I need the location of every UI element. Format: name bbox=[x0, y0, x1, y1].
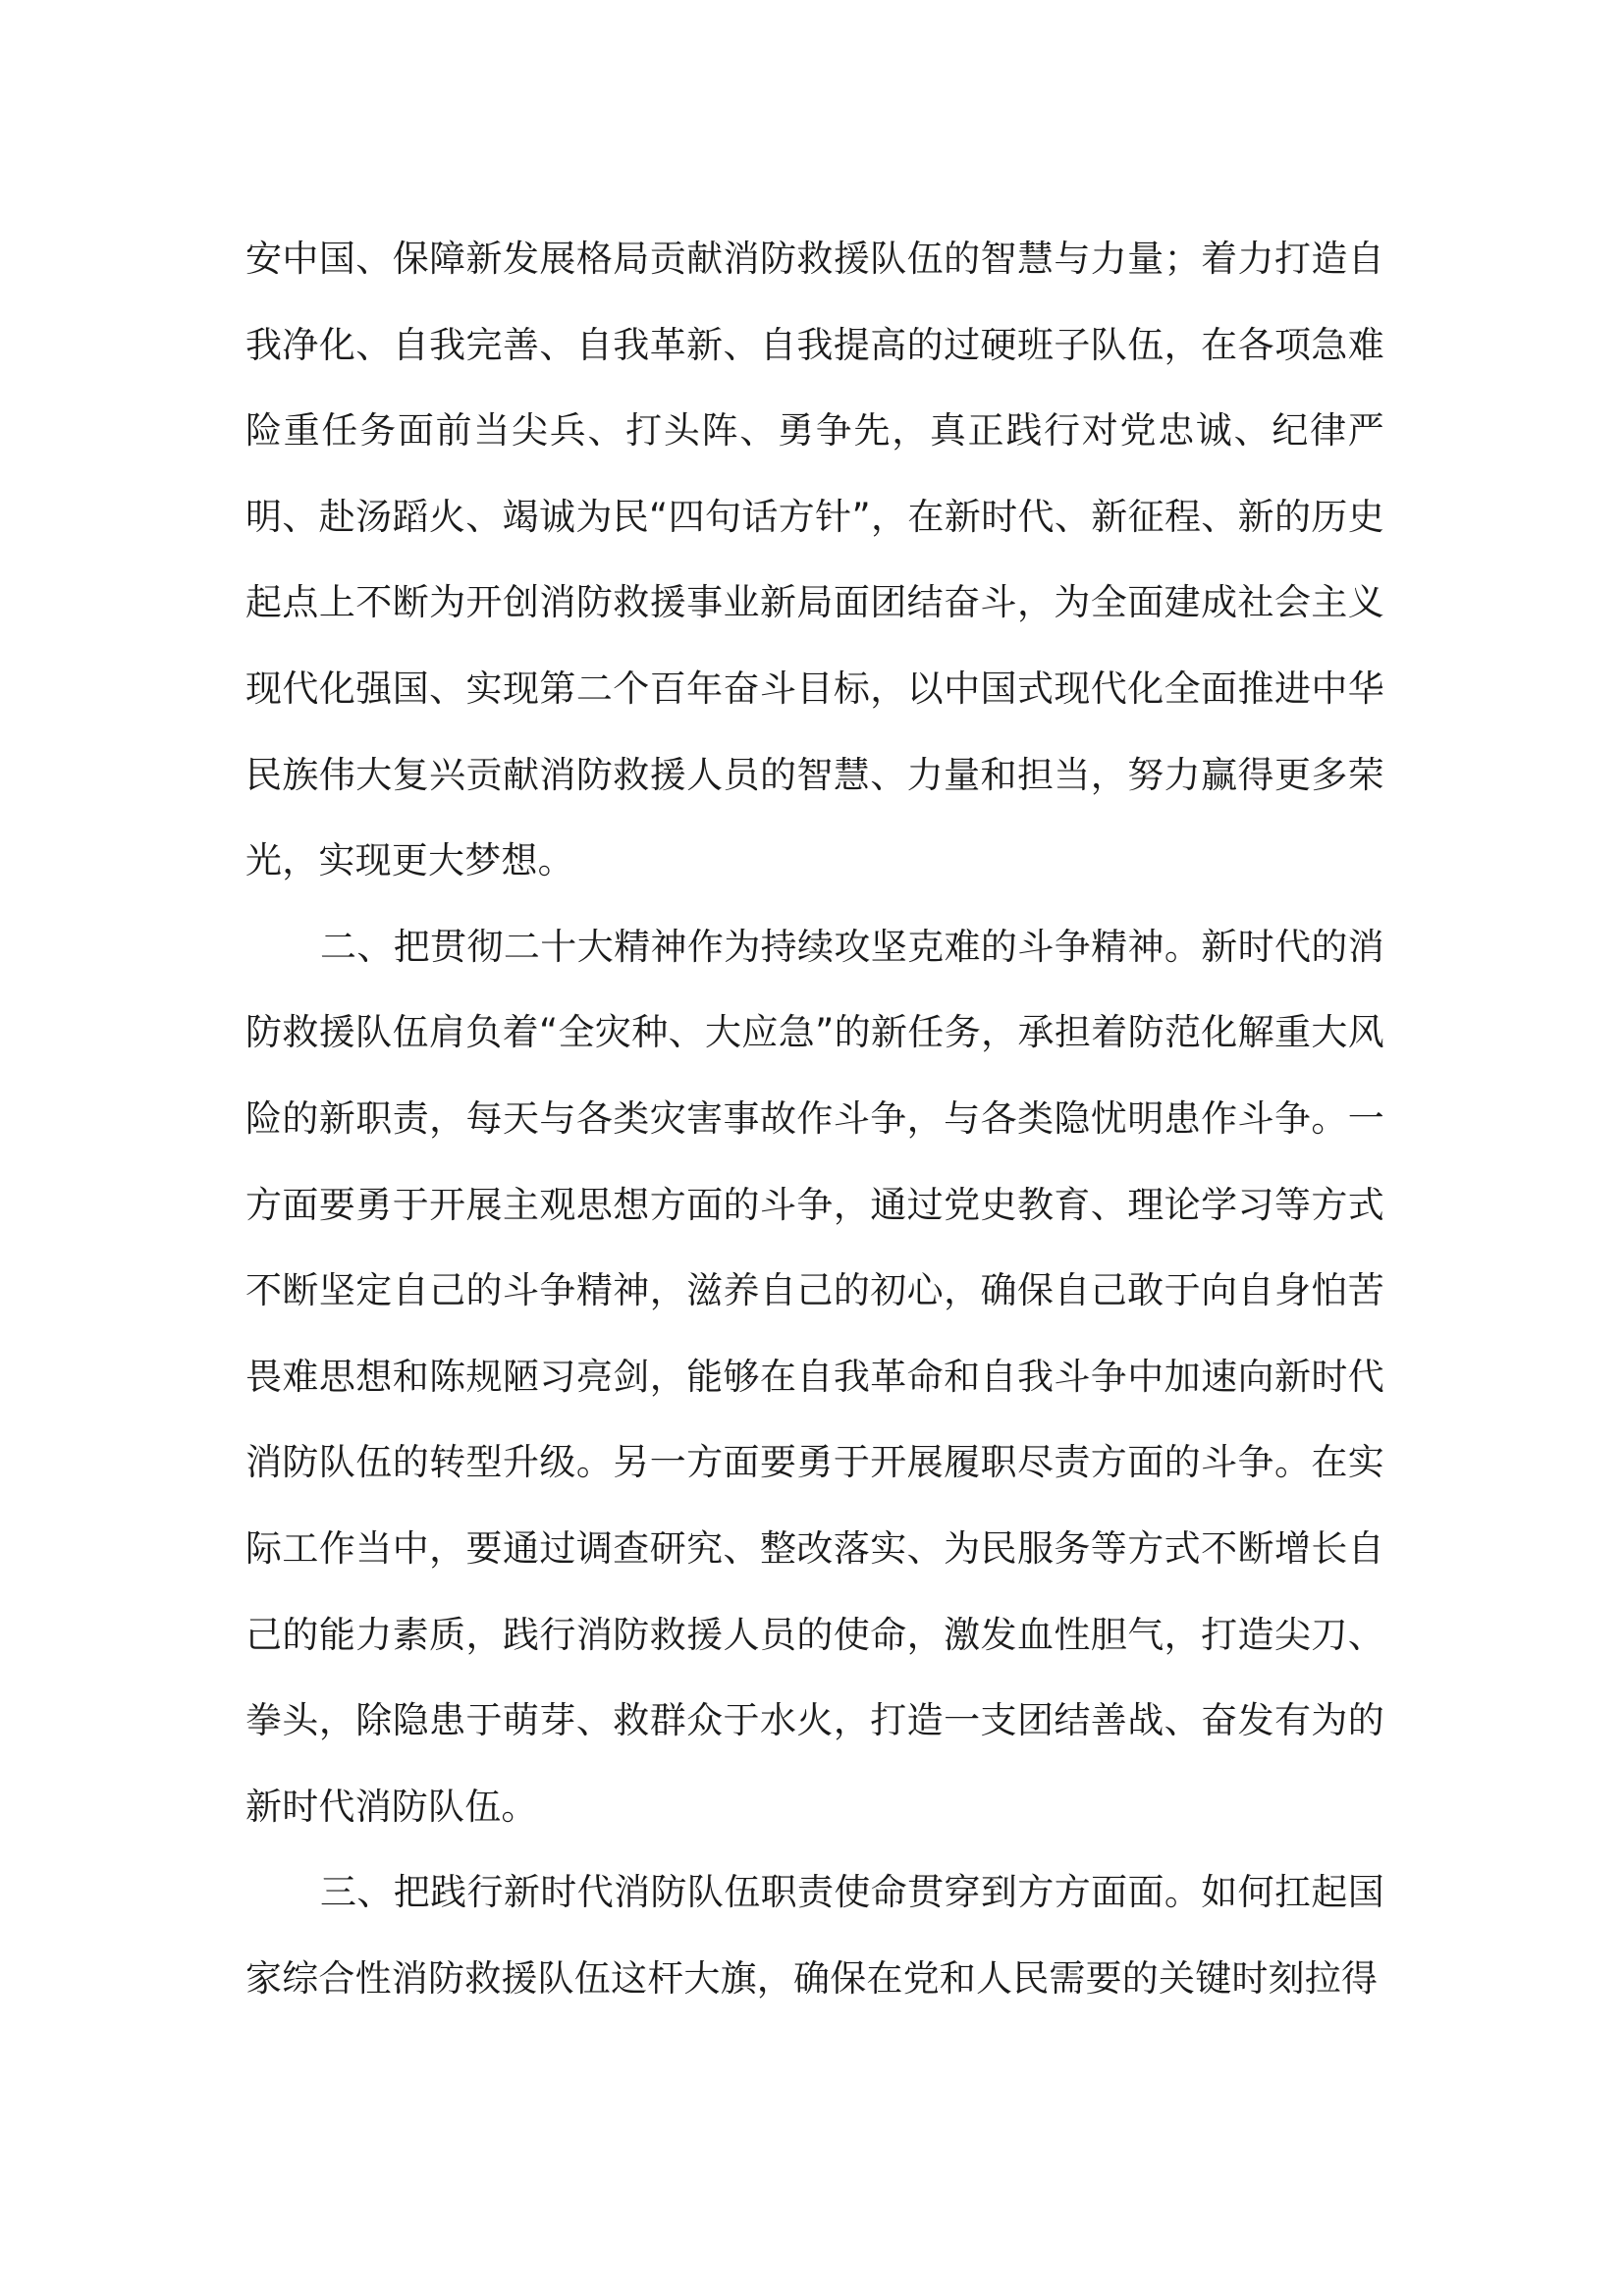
paragraph-section-two: 二、把贯彻二十大精神作为持续攻坚克难的斗争精神。新时代的消防救援队伍肩负着“全灾种、大应急”的新任务，承担着防范化解重大风险的新职责，每天与各类灾害事故作斗争，与各类隐忧明患作斗争。一方面要勇于开展主观思想方面的斗争，通过党史教育、理论学习等方式不断坚定自己的斗争精神，滋养自己的初心，确保自己敢于向自身怕苦畏难思想和陈规陋习亮剑，能够在自我革命和自我斗争中加速向新时代消防队伍的转型升级。另一方面要勇于开展履职尽责方面的斗争。在实际工作当中，要通过调查研究、整改落实、为民服务等方式不断增长自己的能力素质，践行消防救援人员的使命，激发血性胆气，打造尖刀、拳头，除隐患于萌芽、救群众于水火，打造一支团结善战、奋发有为的新时代消防队伍。 bbox=[245, 925, 1384, 1828]
paragraph-continuation: 安中国、保障新发展格局贡献消防救援队伍的智慧与力量；着力打造自我净化、自我完善、自我革新、自我提高的过硬班子队伍，在各项急难险重任务面前当尖兵、打头阵、勇争先，真正践行对党忠诚、纪律严明、赴汤蹈火、竭诚为民“四句话方针”，在新时代、新征程、新的历史起点上不断为开创消防救援事业新局面团结奋斗，为全面建成社会主义现代化强国、实现第二个百年奋斗目标，以中国式现代化全面推进中华民族伟大复兴贡献消防救援人员的智慧、力量和担当，努力赢得更多荣光，实现更大梦想。 bbox=[245, 238, 1384, 882]
paragraph-section-three: 三、把践行新时代消防队伍职责使命贯穿到方方面面。如何扛起国家综合性消防救援队伍这杆大旗，确保在党和人民需要的关键时刻拉得 bbox=[245, 1871, 1384, 2000]
document-body bbox=[245, 216, 1384, 2021]
